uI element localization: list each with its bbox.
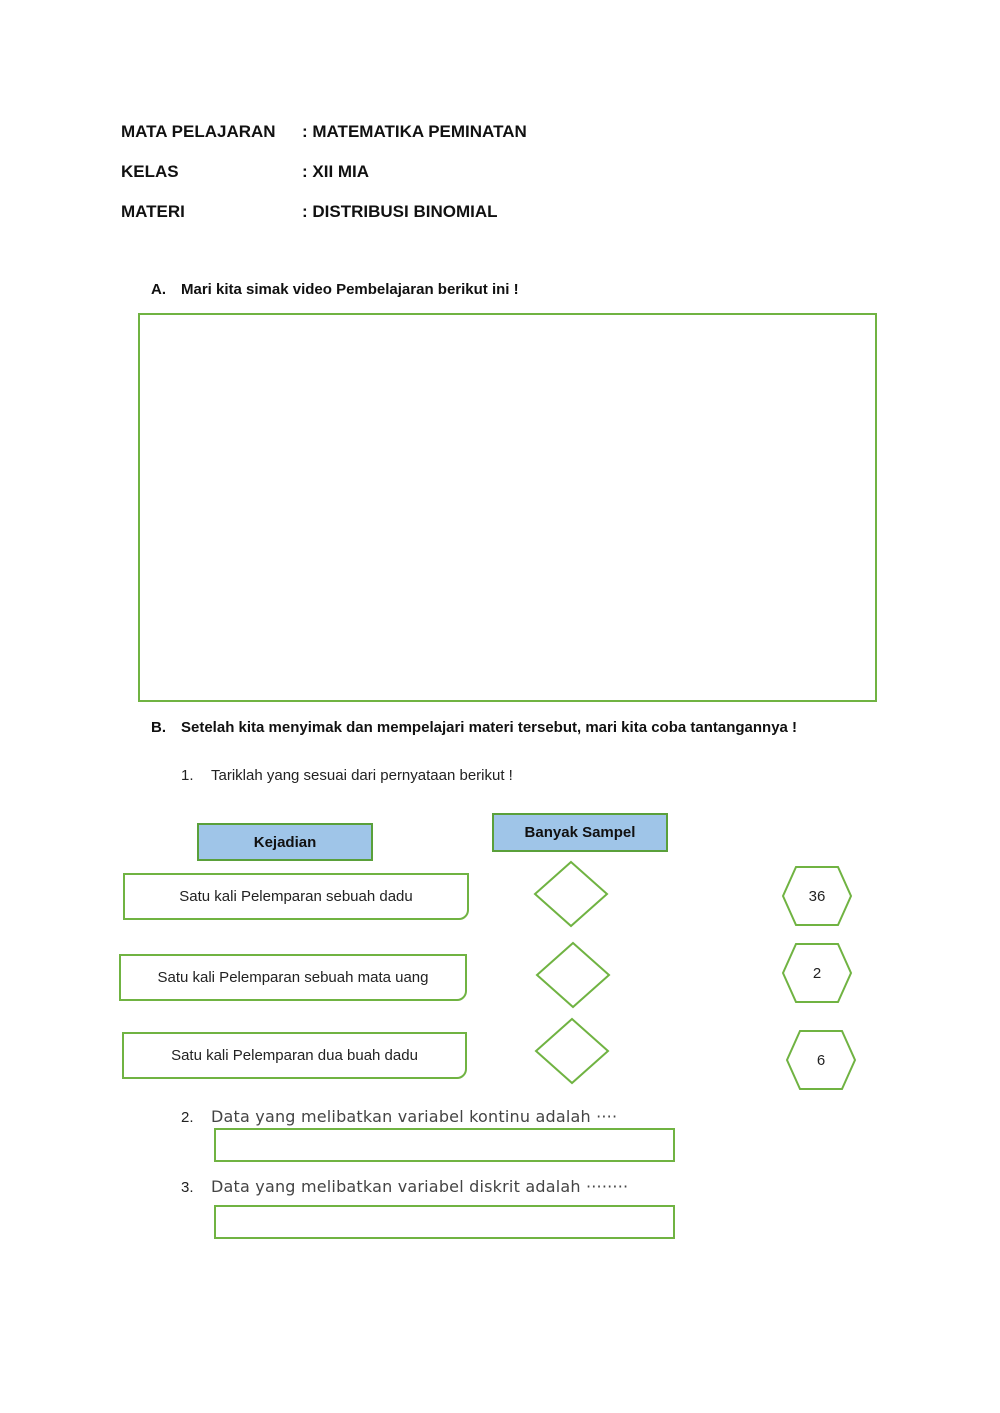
question-2-number: 2. bbox=[181, 1109, 194, 1126]
event-card[interactable] bbox=[122, 1032, 467, 1079]
class-label: KELAS bbox=[121, 162, 179, 181]
class-value: : XII MIA bbox=[302, 162, 370, 181]
diamond-drop-target[interactable] bbox=[533, 861, 609, 927]
section-b-title: Setelah kita menyimak dan mempelajari materi tersebut, mari kita coba tantangannya ! bbox=[181, 719, 798, 736]
event-card-label: Satu kali Pelemparan sebuah dadu bbox=[179, 888, 413, 905]
question-2-answer-field[interactable] bbox=[214, 1128, 675, 1162]
diamond-drop-target[interactable] bbox=[535, 942, 611, 1008]
hexagon-answer-label: 6 bbox=[816, 1052, 826, 1069]
question-3-answer-field[interactable] bbox=[214, 1205, 675, 1239]
event-card-label: Satu kali Pelemparan dua buah dadu bbox=[171, 1047, 418, 1064]
event-column-header-label: Kejadian bbox=[253, 833, 317, 851]
event-column-header bbox=[197, 823, 373, 861]
hexagon-answer-option[interactable] bbox=[785, 1030, 857, 1090]
diamond-drop-target[interactable] bbox=[534, 1018, 610, 1084]
question-2-text: Data yang melibatkan variabel kontinu adalah ···· bbox=[211, 1107, 618, 1126]
hexagon-answer-option[interactable] bbox=[781, 943, 853, 1003]
question-3-number: 3. bbox=[181, 1179, 194, 1196]
sample-column-header-label: Banyak Sampel bbox=[524, 824, 636, 841]
section-a-title: Mari kita simak video Pembelajaran berikut ini ! bbox=[181, 281, 519, 298]
subject-value: : MATEMATIKA PEMINATAN bbox=[302, 122, 527, 141]
topic-value: : DISTRIBUSI BINOMIAL bbox=[302, 202, 498, 221]
hexagon-answer-option[interactable] bbox=[781, 866, 853, 926]
section-a-marker: A. bbox=[151, 281, 166, 298]
section-b-marker: B. bbox=[151, 719, 166, 736]
question-1-text: Tariklah yang sesuai dari pernyataan berikut ! bbox=[211, 767, 513, 784]
sample-column-header bbox=[492, 813, 668, 852]
question-3-text: Data yang melibatkan variabel diskrit adalah ········ bbox=[211, 1177, 629, 1196]
event-card[interactable] bbox=[119, 954, 467, 1001]
event-card[interactable] bbox=[123, 873, 469, 920]
subject-label: MATA PELAJARAN bbox=[121, 122, 276, 141]
video-frame[interactable] bbox=[138, 313, 877, 702]
question-1-number: 1. bbox=[181, 767, 194, 784]
hexagon-answer-label: 2 bbox=[812, 965, 822, 982]
topic-label: MATERI bbox=[121, 202, 185, 221]
event-card-label: Satu kali Pelemparan sebuah mata uang bbox=[157, 969, 429, 986]
hexagon-answer-label: 36 bbox=[808, 888, 826, 905]
